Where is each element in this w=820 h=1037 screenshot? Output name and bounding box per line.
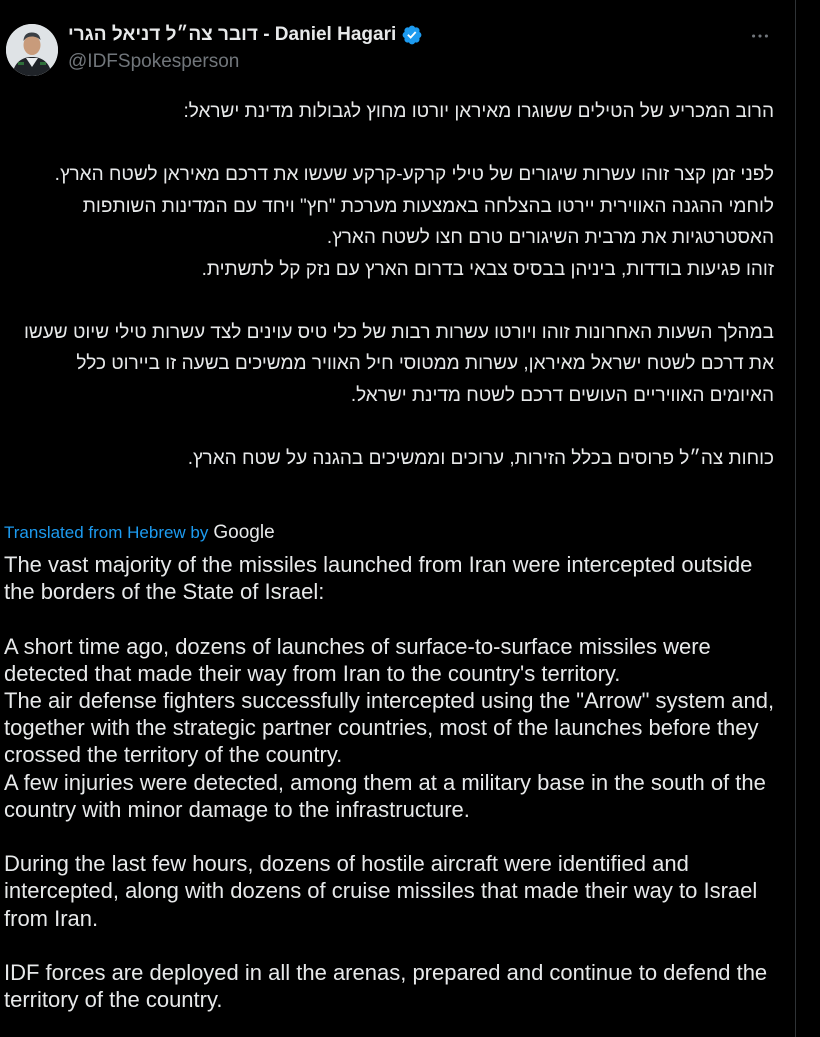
translated-line: The vast majority of the missiles launched from Iran were intercepted outside the borders of the State of Israel:	[4, 552, 753, 605]
translated-line: A few injuries were detected, among them at a military base in the south of the country with minor damage to the infrastructure.	[4, 769, 766, 822]
original-line: לוחמי ההגנה האווירית יירטו בהצלחה באמצעות מערכת "חץ" ויחד עם המדינות השותפות האסטרטגיות את מרבית השיגורים טרם חצו לשטח הארץ.	[82, 195, 774, 248]
more-options-button[interactable]	[744, 20, 776, 52]
translated-line: IDF forces are deployed in all the arenas, prepared and continue to defend the territory of the country.	[4, 960, 768, 1013]
translated-line: The air defense fighters successfully intercepted using the "Arrow" system and, together with the strategic partner countries, most of the launches before they crossed the territory of the country.	[4, 688, 775, 768]
translated-line: A short time ago, dozens of launches of surface-to-surface missiles were detected that made their way from Iran to the country's territory.	[4, 633, 711, 686]
original-line: במהלך השעות האחרונות זוהו ויורטו עשרות רבות של כלי טיס עוינים לצד עשרות טילי שיוט שעשו את דרכם לשטח ישראל מאיראן, עשרות ממטוסי חיל האוויר ממשיכים בשעה זו ביירוט כלל האיומים האוויריים העושים דרכם לשטח מדינת ישראל.	[23, 321, 774, 406]
translation-provider-logo: Google	[213, 522, 275, 543]
author-name-row	[68, 22, 758, 48]
tweet-translated-text	[4, 551, 784, 1013]
verified-badge-icon[interactable]	[401, 24, 423, 46]
translation-notice[interactable]	[4, 522, 275, 544]
original-line: כוחות צה״ל פרוסים בכלל הזירות, ערוכים וממשיכים בהגנה על שטח הארץ.	[187, 447, 774, 469]
author-handle[interactable]: @IDFSpokesperson	[68, 51, 240, 72]
translated-line: During the last few hours, dozens of hostile aircraft were identified and intercepted, along with dozens of cruise missiles that made their way to Israel from Iran.	[4, 851, 758, 931]
tweet-header	[68, 22, 758, 73]
tweet-original-text	[10, 96, 774, 474]
original-line: זוהו פגיעות בודדות, ביניהן בבסיס צבאי בדרום הארץ עם נזק קל לתשתית.	[201, 258, 774, 280]
author-avatar[interactable]	[6, 24, 58, 76]
author-display-name[interactable]: דובר צה״ל דניאל הגרי - Daniel Hagari	[68, 24, 397, 45]
timeline-column-divider	[795, 0, 796, 1037]
original-line: הרוב המכריע של הטילים ששוגרו מאיראן יורטו מחוץ לגבולות מדינת ישראל:	[183, 101, 774, 122]
more-horizontal-icon	[749, 25, 771, 47]
original-line: לפני זמן קצר זוהו עשרות שיגורים של טילי קרקע-קרקע שעשו את דרכם מאיראן לשטח הארץ.	[54, 164, 774, 185]
translation-notice-label: Translated from Hebrew by	[4, 523, 209, 542]
avatar-portrait-icon	[6, 24, 58, 76]
